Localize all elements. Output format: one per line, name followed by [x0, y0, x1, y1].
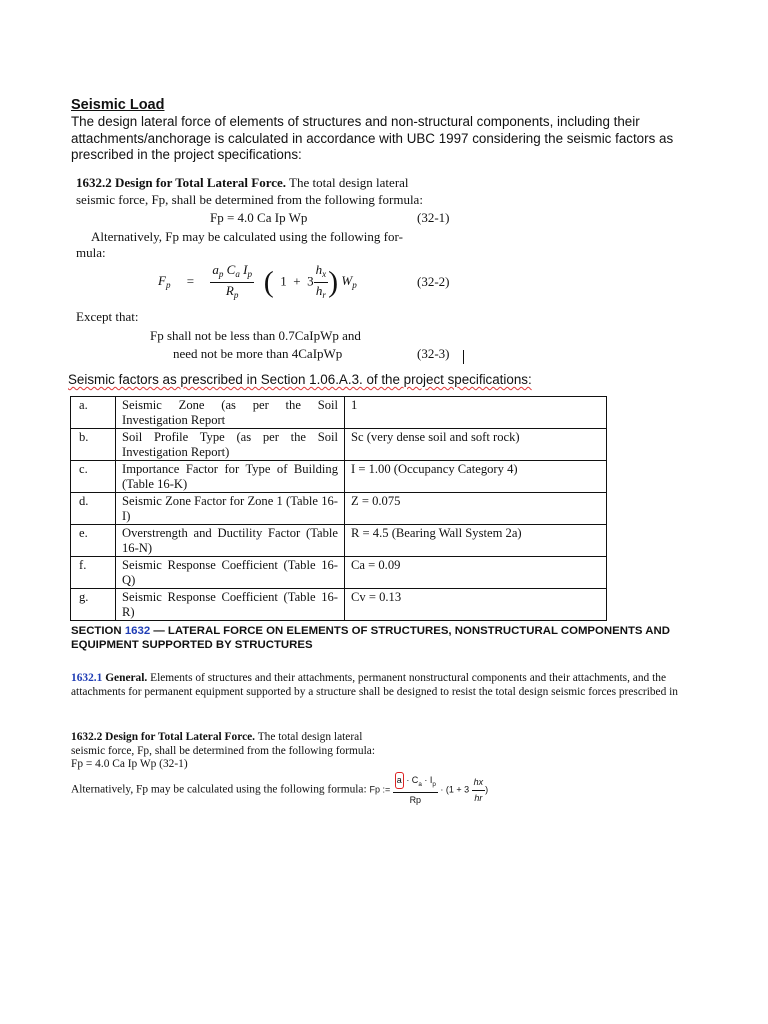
factor-letter: e. [71, 525, 116, 557]
factor-value: I = 1.00 (Occupancy Category 4) [345, 461, 607, 493]
table-row [71, 461, 607, 493]
factor-value: 1 [345, 397, 607, 429]
section-number-link[interactable]: 1632 [124, 625, 151, 637]
factors-title: Seismic factors as prescribed in Section 1.06.A.3. of the project specifications: [68, 372, 532, 387]
factor-letter: d. [71, 493, 116, 525]
factor-description: Seismic Response Coefficient (Table 16-Q) [116, 557, 345, 589]
general-paragraph: 1632.1 General. Elements of structures and their attachments, permanent nonstructural components and their attachments, and the attachments for permanent equipment supported by a structure shall be designed to resist the total design seismic forces prescribed in [71, 672, 679, 699]
table-row [71, 589, 607, 621]
factor-value: R = 4.5 (Bearing Wall System 2a) [345, 525, 607, 557]
excerpt-eq1: Fp = 4.0 Ca Ip Wp [210, 210, 308, 225]
table-row [71, 557, 607, 589]
factor-description: Soil Profile Type (as per the Soil Investigation Report) [116, 429, 345, 461]
excerpt-except: Except that: [76, 309, 139, 324]
factor-description: Importance Factor for Type of Building (Table 16-K) [116, 461, 345, 493]
mathcad-formula: Fp := $\frac{a \cdot C_a \cdot I_p}{Rp}$ · (1 + 3 $\frac{hx}{hr}$ ) [370, 772, 489, 808]
table-row [71, 397, 607, 429]
factor-letter: b. [71, 429, 116, 461]
factor-description: Overstrength and Ductility Factor (Table 16-N) [116, 525, 345, 557]
excerpt-eq2: $F_p$ = $\frac{a_p C_a I_p}{R_p}$ ( 1 + 3 $\frac{h_x}{h_r}$ ) $W_p$ [158, 262, 357, 300]
alternative-formula-line: Alternatively, Fp may be calculated using the following formula: Fp := $\frac{a \cdot C_a \cdot I_p}{Rp}$ · (1 + 3 $\frac{hx}{hr}$ ) [71, 772, 488, 808]
general-number-link[interactable]: 1632.1 [71, 672, 103, 684]
factor-value: Ca = 0.09 [345, 557, 607, 589]
code-section-heading: SECTION 1632 — LATERAL FORCE ON ELEMENTS OF STRUCTURES, NONSTRUCTURAL COMPONENTS AND EQUIPMENT SUPPORTED BY STRUCTURES [71, 625, 670, 651]
section-heading: Seismic Load [71, 97, 165, 113]
excerpt-eq1-number: (32-1) [417, 210, 450, 225]
excerpt-alt-line2: mula: [76, 245, 106, 260]
table-row [71, 429, 607, 461]
design-paragraph: 1632.2 Design for Total Lateral Force. The total design lateral seismic force, Fp, shall be determined from the following formula: Fp = 4.0 Ca Ip Wp (32-1) [71, 731, 375, 770]
text-cursor [463, 350, 464, 364]
factor-letter: a. [71, 397, 116, 429]
excerpt-eq3-number: (32-3) [417, 346, 450, 361]
highlight-box: a [395, 772, 404, 789]
intro-paragraph: The design lateral force of elements of structures and non-structural components, including their attachments/anchorage is calculated in accordance with UBC 1997 considering the seismic factors as prescribed in the project specifications: [71, 114, 674, 162]
factor-letter: f. [71, 557, 116, 589]
excerpt-cond1: Fp shall not be less than 0.7CaIpWp and [150, 328, 361, 343]
factor-description: Seismic Response Coefficient (Table 16-R) [116, 589, 345, 621]
seismic-factors-table [70, 396, 607, 621]
excerpt-cond2: need not be more than 4CaIpWp [173, 346, 343, 361]
factor-description: Seismic Zone Factor for Zone 1 (Table 16-I) [116, 493, 345, 525]
excerpt-line2: seismic force, Fp, shall be determined from the following formula: [76, 192, 423, 207]
table-row [71, 493, 607, 525]
factor-value: Z = 0.075 [345, 493, 607, 525]
factor-letter: c. [71, 461, 116, 493]
factor-letter: g. [71, 589, 116, 621]
excerpt-alt-line1: Alternatively, Fp may be calculated using the following for- [91, 229, 403, 244]
factor-value: Cv = 0.13 [345, 589, 607, 621]
factor-description: Seismic Zone (as per the Soil Investigation Report [116, 397, 345, 429]
table-row [71, 525, 607, 557]
factor-value: Sc (very dense soil and soft rock) [345, 429, 607, 461]
excerpt-line1: 1632.2 Design for Total Lateral Force. The total design lateral [76, 175, 409, 190]
excerpt-eq2-number: (32-2) [417, 274, 450, 289]
